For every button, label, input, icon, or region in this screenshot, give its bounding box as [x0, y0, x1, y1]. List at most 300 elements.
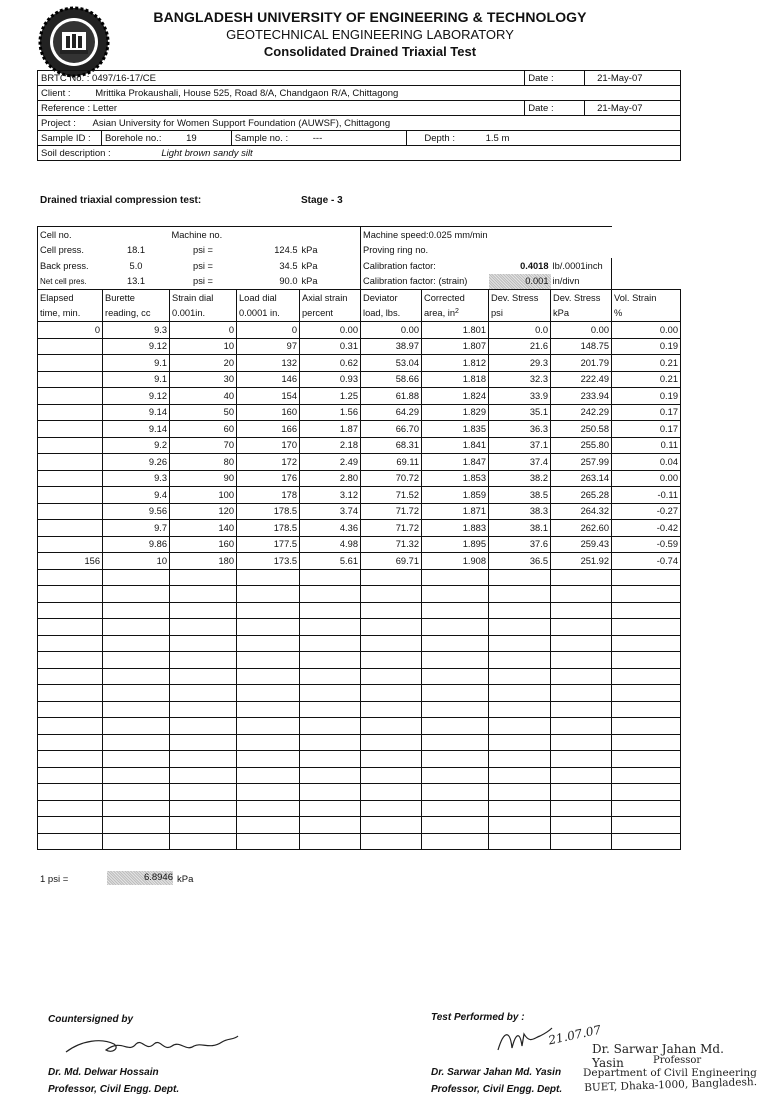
depth-label: Depth : [424, 132, 455, 144]
table-row [38, 503, 681, 520]
table-cell: 0.04 [612, 454, 681, 471]
column-header: Deviator [361, 290, 422, 306]
brtc-row [38, 71, 525, 86]
table-cell: 201.79 [551, 355, 612, 372]
column-header: Strain dial [170, 290, 237, 306]
column-unit-text: % [614, 308, 623, 319]
machine-no-label: Machine no. [170, 227, 300, 243]
table-cell: 2.80 [300, 470, 361, 487]
date1-label: Date : [525, 71, 585, 86]
table-cell: 0.62 [300, 355, 361, 372]
empty-cell [300, 817, 361, 834]
table-cell: 1.807 [422, 338, 489, 355]
table-cell: 170 [237, 437, 300, 454]
empty-cell [422, 619, 489, 636]
table-cell: 9.1 [103, 371, 170, 388]
empty-cell [422, 569, 489, 586]
column-unit [551, 306, 612, 322]
empty-cell [170, 685, 237, 702]
buet-logo [38, 6, 110, 78]
empty-cell [170, 734, 237, 751]
section-title: Drained triaxial compression test: [40, 195, 202, 206]
table-cell: 9.12 [103, 338, 170, 355]
cal-strain-value: 0.001 [489, 274, 551, 290]
countersign-name: Dr. Md. Delwar Hossain [48, 1067, 159, 1078]
table-cell: 53.04 [361, 355, 422, 372]
empty-cell [551, 817, 612, 834]
table-cell: 160 [237, 404, 300, 421]
empty-cell [551, 619, 612, 636]
empty-cell [170, 586, 237, 603]
empty-cell [489, 652, 551, 669]
date1-value: 21-May-07 [585, 71, 681, 86]
table-cell: 172 [237, 454, 300, 471]
empty-cell [551, 635, 612, 652]
client-label: Client : [41, 87, 71, 99]
empty-row [38, 701, 681, 718]
table-cell: 9.3 [103, 322, 170, 339]
table-cell: 33.9 [489, 388, 551, 405]
table-cell: 160 [170, 536, 237, 553]
empty-cell [489, 569, 551, 586]
empty-cell [38, 569, 103, 586]
empty-cell [237, 767, 300, 784]
table-cell: 0 [38, 322, 103, 339]
empty-row [38, 668, 681, 685]
table-cell: 71.72 [361, 520, 422, 537]
table-cell: 264.32 [551, 503, 612, 520]
empty-cell [300, 602, 361, 619]
table-cell: 1.895 [422, 536, 489, 553]
performer-signature [494, 1024, 554, 1058]
empty-row [38, 586, 681, 603]
table-cell: 1.835 [422, 421, 489, 438]
table-cell: 1.859 [422, 487, 489, 504]
empty-cell [422, 734, 489, 751]
project-label: Project : [41, 117, 76, 129]
column-unit [489, 306, 551, 322]
empty-cell [103, 586, 170, 603]
table-cell: 0 [170, 322, 237, 339]
empty-cell [489, 685, 551, 702]
empty-cell [237, 800, 300, 817]
table-cell: 64.29 [361, 404, 422, 421]
empty-cell [551, 800, 612, 817]
machine-speed: Machine speed:0.025 mm/min [361, 227, 612, 243]
empty-cell [300, 701, 361, 718]
table-cell: 255.80 [551, 437, 612, 454]
column-unit [300, 306, 361, 322]
table-row [38, 322, 681, 339]
empty-cell [422, 602, 489, 619]
table-cell [38, 520, 103, 537]
empty-cell [422, 784, 489, 801]
empty-cell [361, 767, 422, 784]
table-row [38, 536, 681, 553]
empty-cell [38, 767, 103, 784]
table-cell: 60 [170, 421, 237, 438]
empty-cell [103, 668, 170, 685]
performer-name: Dr. Sarwar Jahan Md. Yasin [431, 1067, 562, 1078]
table-cell: 1.871 [422, 503, 489, 520]
empty-cell [103, 833, 170, 850]
column-unit [361, 306, 422, 322]
back-press-kpa-unit: kPa [301, 260, 318, 271]
empty-cell [489, 800, 551, 817]
table-cell [38, 454, 103, 471]
empty-cell [38, 602, 103, 619]
signed-date: 21.07.07 [547, 1022, 603, 1048]
table-cell: 0.19 [612, 388, 681, 405]
cell-press-kpa: 124.5 [274, 245, 298, 256]
table-cell: 9.86 [103, 536, 170, 553]
empty-cell [170, 635, 237, 652]
table-cell: 2.49 [300, 454, 361, 471]
cell-no-label: Cell no. [38, 227, 103, 243]
table-cell: 69.71 [361, 553, 422, 570]
laboratory-name: GEOTECHNICAL ENGINEERING LABORATORY [226, 27, 514, 42]
empty-cell [612, 619, 681, 636]
table-row [38, 421, 681, 438]
empty-cell [170, 767, 237, 784]
empty-cell [237, 833, 300, 850]
empty-cell [38, 586, 103, 603]
brtc-label: BRTC No. : [41, 72, 90, 84]
column-header: Dev. Stress [489, 290, 551, 306]
table-cell: 37.6 [489, 536, 551, 553]
depth-value: 1.5 m [485, 132, 510, 144]
table-cell: 262.60 [551, 520, 612, 537]
table-cell: 38.5 [489, 487, 551, 504]
empty-cell [103, 652, 170, 669]
table-cell: 180 [170, 553, 237, 570]
empty-cell [361, 586, 422, 603]
sample-no-label: Sample no. : [234, 132, 289, 144]
back-press-psi-eq: psi = [193, 260, 213, 271]
table-cell: 9.7 [103, 520, 170, 537]
empty-cell [489, 718, 551, 735]
empty-cell [422, 817, 489, 834]
column-unit-text: reading, cc [105, 308, 151, 319]
table-row [38, 553, 681, 570]
empty-cell [103, 800, 170, 817]
column-unit-text: percent [302, 308, 334, 319]
empty-cell [361, 734, 422, 751]
triaxial-data-table [37, 226, 681, 850]
empty-cell [38, 833, 103, 850]
table-cell: 1.883 [422, 520, 489, 537]
table-row [38, 470, 681, 487]
table-cell [38, 536, 103, 553]
column-unit [38, 306, 103, 322]
empty-row [38, 685, 681, 702]
empty-cell [612, 718, 681, 735]
table-row [38, 487, 681, 504]
empty-cell [489, 734, 551, 751]
table-cell: 263.14 [551, 470, 612, 487]
table-cell: 251.92 [551, 553, 612, 570]
performer-position: Professor, Civil Engg. Dept. [431, 1084, 563, 1095]
table-cell: 5.61 [300, 553, 361, 570]
column-header: Dev. Stress [551, 290, 612, 306]
empty-cell [38, 817, 103, 834]
table-cell: 0.11 [612, 437, 681, 454]
empty-cell [489, 701, 551, 718]
table-cell: 9.14 [103, 421, 170, 438]
table-cell: 177.5 [237, 536, 300, 553]
empty-cell [361, 751, 422, 768]
table-cell: 36.5 [489, 553, 551, 570]
table-cell: 1.829 [422, 404, 489, 421]
table-cell: 178.5 [237, 520, 300, 537]
empty-cell [170, 833, 237, 850]
project-value: Asian University for Women Support Foundation (AUWSF), Chittagong [92, 117, 391, 129]
table-cell: 38.97 [361, 338, 422, 355]
empty-cell [361, 685, 422, 702]
empty-cell [612, 668, 681, 685]
table-cell: 3.74 [300, 503, 361, 520]
empty-row [38, 718, 681, 735]
table-cell: 70 [170, 437, 237, 454]
table-cell: 176 [237, 470, 300, 487]
table-cell [38, 487, 103, 504]
test-title: Consolidated Drained Triaxial Test [263, 44, 477, 59]
empty-cell [103, 784, 170, 801]
borehole-cell [101, 131, 231, 146]
table-cell: 70.72 [361, 470, 422, 487]
empty-cell [237, 619, 300, 636]
countersign-position: Professor, Civil Engg. Dept. [48, 1084, 180, 1095]
empty-cell [38, 734, 103, 751]
empty-cell [422, 833, 489, 850]
empty-cell [237, 668, 300, 685]
cal-strain-label: Calibration factor: (strain) [361, 274, 489, 290]
empty-cell [551, 767, 612, 784]
empty-cell [489, 602, 551, 619]
table-cell: 0.00 [612, 470, 681, 487]
university-name: BANGLADESH UNIVERSITY OF ENGINEERING & TECHNOLOGY [153, 9, 587, 25]
table-cell: 0.31 [300, 338, 361, 355]
table-cell [38, 338, 103, 355]
project-row [38, 116, 681, 131]
table-cell: 0.00 [300, 322, 361, 339]
empty-cell [422, 800, 489, 817]
empty-cell [38, 635, 103, 652]
net-cell-psi: 13.1 [126, 276, 146, 287]
table-cell: 71.32 [361, 536, 422, 553]
empty-cell [612, 767, 681, 784]
empty-cell [551, 833, 612, 850]
empty-cell [361, 718, 422, 735]
net-cell-label: Net cell pres. [38, 274, 103, 290]
empty-cell [237, 586, 300, 603]
table-cell: 1.801 [422, 322, 489, 339]
table-cell: 36.3 [489, 421, 551, 438]
empty-row [38, 800, 681, 817]
table-cell: 166 [237, 421, 300, 438]
table-cell: 9.3 [103, 470, 170, 487]
empty-cell [612, 734, 681, 751]
empty-cell [422, 767, 489, 784]
empty-row [38, 833, 681, 850]
back-press-psi: 5.0 [129, 260, 143, 271]
borehole-label: Borehole no.: [104, 132, 162, 144]
reference-row [38, 101, 525, 116]
empty-cell [38, 619, 103, 636]
table-cell: 71.72 [361, 503, 422, 520]
empty-cell [103, 767, 170, 784]
table-cell: 100 [170, 487, 237, 504]
table-cell: 66.70 [361, 421, 422, 438]
empty-cell [361, 784, 422, 801]
empty-cell [103, 619, 170, 636]
empty-row [38, 817, 681, 834]
empty-row [38, 619, 681, 636]
column-header: Elapsed [38, 290, 103, 306]
table-cell: 50 [170, 404, 237, 421]
empty-cell [361, 635, 422, 652]
empty-cell [300, 652, 361, 669]
empty-cell [170, 569, 237, 586]
table-cell: 265.28 [551, 487, 612, 504]
empty-cell [103, 635, 170, 652]
empty-cell [612, 701, 681, 718]
table-cell [38, 355, 103, 372]
empty-cell [422, 685, 489, 702]
empty-cell [422, 701, 489, 718]
calibration-label: Calibration factor: [361, 258, 489, 274]
table-cell [38, 437, 103, 454]
table-cell: 9.56 [103, 503, 170, 520]
table-cell: 154 [237, 388, 300, 405]
table-cell: 222.49 [551, 371, 612, 388]
calibration-value: 0.4018 [520, 260, 549, 271]
empty-cell [300, 833, 361, 850]
empty-cell [361, 569, 422, 586]
empty-cell [237, 751, 300, 768]
date2-label: Date : [525, 101, 585, 116]
table-cell: 0.93 [300, 371, 361, 388]
empty-cell [170, 652, 237, 669]
table-cell: 29.3 [489, 355, 551, 372]
column-header: Vol. Strain [612, 290, 681, 306]
conversion-unit: kPa [177, 874, 194, 885]
empty-cell [361, 833, 422, 850]
column-unit-superscript: 2 [455, 308, 459, 316]
table-cell: 69.11 [361, 454, 422, 471]
countersigned-title: Countersigned by [48, 1014, 134, 1025]
table-cell: 71.52 [361, 487, 422, 504]
reference-value: Letter [92, 102, 118, 114]
empty-cell [170, 817, 237, 834]
column-unit [237, 306, 300, 322]
table-cell: 146 [237, 371, 300, 388]
empty-cell [489, 817, 551, 834]
empty-cell [300, 619, 361, 636]
table-cell: 242.29 [551, 404, 612, 421]
empty-cell [612, 751, 681, 768]
empty-cell [103, 734, 170, 751]
table-cell: 37.1 [489, 437, 551, 454]
column-unit-text: psi [491, 308, 503, 319]
table-cell: 0.21 [612, 371, 681, 388]
column-unit [170, 306, 237, 322]
table-cell: 30 [170, 371, 237, 388]
empty-cell [237, 602, 300, 619]
table-cell [38, 371, 103, 388]
table-cell: 61.88 [361, 388, 422, 405]
table-cell: 9.14 [103, 404, 170, 421]
empty-cell [551, 701, 612, 718]
empty-cell [612, 635, 681, 652]
empty-cell [38, 652, 103, 669]
table-cell: 21.6 [489, 338, 551, 355]
empty-cell [300, 668, 361, 685]
column-header: Burette [103, 290, 170, 306]
depth-cell [407, 131, 525, 146]
empty-cell [489, 668, 551, 685]
table-cell: -0.27 [612, 503, 681, 520]
calibration-unit: lb/.0001inch [551, 258, 612, 274]
empty-row [38, 767, 681, 784]
table-cell: -0.59 [612, 536, 681, 553]
table-cell: -0.74 [612, 553, 681, 570]
net-cell-kpa: 90.0 [279, 276, 298, 287]
table-cell: 68.31 [361, 437, 422, 454]
stage-label: Stage - 3 [301, 195, 343, 206]
empty-row [38, 751, 681, 768]
table-row [38, 437, 681, 454]
empty-cell [38, 668, 103, 685]
empty-cell [170, 701, 237, 718]
empty-cell [237, 817, 300, 834]
table-cell: 0.00 [612, 322, 681, 339]
table-cell: 90 [170, 470, 237, 487]
empty-cell [103, 602, 170, 619]
empty-cell [103, 569, 170, 586]
empty-cell [170, 718, 237, 735]
table-cell: 0 [237, 322, 300, 339]
table-cell: 1.908 [422, 553, 489, 570]
countersign-signature [62, 1030, 242, 1060]
empty-cell [237, 685, 300, 702]
table-cell: 35.1 [489, 404, 551, 421]
table-cell: 0.17 [612, 421, 681, 438]
column-unit [422, 306, 489, 322]
table-row [38, 404, 681, 421]
table-row [38, 355, 681, 372]
empty-cell [612, 602, 681, 619]
empty-cell [612, 817, 681, 834]
depth-filler [525, 131, 681, 146]
table-cell: 259.43 [551, 536, 612, 553]
empty-cell [237, 569, 300, 586]
column-unit-text: 0.001in. [172, 308, 206, 319]
table-cell: 0.00 [361, 322, 422, 339]
empty-cell [38, 800, 103, 817]
table-cell: 97 [237, 338, 300, 355]
empty-cell [612, 685, 681, 702]
table-cell: 40 [170, 388, 237, 405]
empty-row [38, 784, 681, 801]
empty-cell [612, 833, 681, 850]
table-cell: 233.94 [551, 388, 612, 405]
table-cell: 0.19 [612, 338, 681, 355]
table-cell: 38.1 [489, 520, 551, 537]
stamp-address: BUET, Dhaka-1000, Bangladesh. [584, 1075, 757, 1094]
table-cell: 38.2 [489, 470, 551, 487]
empty-cell [103, 685, 170, 702]
